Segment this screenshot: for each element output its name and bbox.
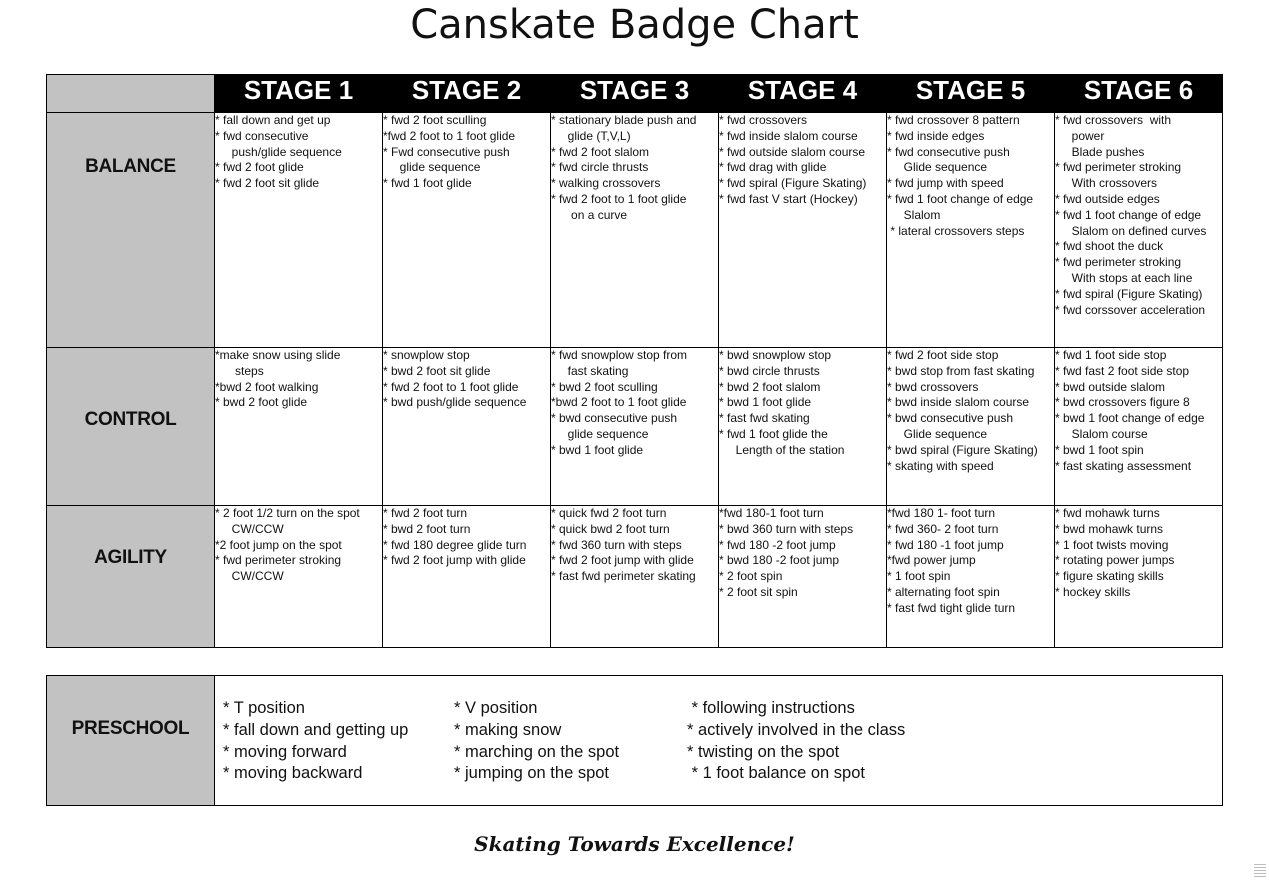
skill-item: * fwd outside edges [1055, 191, 1160, 206]
skill-item: * fast fwd skating [719, 411, 810, 426]
skill-item: * fwd 1 foot side stop [1055, 348, 1167, 362]
preschool-item: * V position [454, 699, 538, 717]
skill-item: * bwd 1 foot glide [719, 395, 812, 410]
skill-item: * fwd 2 foot glide [215, 160, 304, 175]
preschool-item: * making snow [454, 720, 562, 739]
skill-item: * fwd 2 foot slalom [551, 144, 650, 159]
skill-item: * fwd outside slalom course [719, 144, 866, 159]
skill-item: * fwd crossovers with power Blade pushes [1055, 113, 1172, 159]
skill-item: * fwd perimeter stroking With crossovers [1055, 160, 1182, 191]
skill-item: * bwd snowplow stop [719, 348, 832, 362]
stage-2-header: STAGE 2 [383, 75, 551, 113]
balance-label: BALANCE [85, 156, 176, 177]
skill-cell [887, 113, 1055, 348]
motto-tagline: Skating Towards Excellence! [474, 832, 795, 856]
skill-item: * fwd 1 foot change of edge Slalom on defined curves [1055, 207, 1207, 238]
preschool-box [46, 675, 1223, 806]
skill-item: * fwd fast 2 foot side stop [1055, 363, 1190, 378]
preschool-column [223, 698, 408, 785]
preschool-item: * marching on the spot [454, 742, 620, 761]
stage-6-header: STAGE 6 [1055, 75, 1223, 113]
skill-item: *make snow using slide steps [215, 348, 341, 378]
control-row-header [47, 348, 215, 506]
skill-item: * bwd mohawk turns [1055, 521, 1164, 536]
skill-item: * quick bwd 2 foot turn [551, 521, 670, 536]
page-title: Canskate Badge Chart [410, 2, 859, 48]
skill-item: * bwd inside slalom course [887, 395, 1030, 410]
skill-item: * fwd consecutive push Glide sequence [887, 144, 1010, 175]
skill-item: * fwd 360 turn with steps [551, 537, 682, 552]
balance-row [47, 113, 1223, 348]
skill-item: * fwd 180 -1 foot jump [887, 537, 1004, 552]
skill-item: * fwd fast V start (Hockey) [719, 191, 858, 206]
skill-item: * bwd 2 foot glide [215, 395, 308, 410]
preschool-item: * actively involved in the class [687, 720, 906, 739]
skill-item: * bwd push/glide sequence [383, 395, 527, 410]
skill-item: * fwd consecutive push/glide sequence [215, 128, 342, 159]
balance-row-header [47, 113, 215, 348]
skill-item: * skating with speed [887, 458, 994, 473]
skill-item: *fwd power jump [887, 553, 976, 568]
skill-item: * lateral crossovers steps [887, 223, 1025, 238]
skill-item: * fwd 180 -2 foot jump [719, 537, 836, 552]
skill-item: *fwd 180-1 foot turn [719, 506, 824, 520]
skill-item: * fwd 2 foot side stop [887, 348, 999, 362]
skill-cell [1055, 348, 1223, 506]
skill-item: * fwd 1 foot change of edge Slalom [887, 191, 1034, 222]
skill-cell [215, 348, 383, 506]
preschool-label: PRESCHOOL [71, 718, 190, 739]
preschool-item: * jumping on the spot [454, 764, 610, 783]
skill-item: * snowplow stop [383, 348, 470, 362]
skill-item: * walking crossovers [551, 176, 661, 191]
preschool-item: * moving forward [223, 742, 347, 761]
skill-item: * fwd spiral (Figure Skating) [1055, 286, 1203, 301]
stage-4-header: STAGE 4 [719, 75, 887, 113]
skill-item: * quick fwd 2 foot turn [551, 506, 667, 520]
skill-item: * fwd inside edges [887, 128, 985, 143]
skill-item: *bwd 2 foot to 1 foot glide [551, 395, 687, 410]
skill-cell [719, 113, 887, 348]
skill-cell [215, 113, 383, 348]
preschool-item: * 1 foot balance on spot [687, 764, 865, 783]
skill-item: * fwd 360- 2 foot turn [887, 521, 999, 536]
agility-label: AGILITY [94, 547, 167, 568]
skill-cell [551, 113, 719, 348]
skill-item: * 1 foot twists moving [1055, 537, 1169, 552]
skill-item: * fwd 2 foot jump with glide [383, 553, 526, 568]
skill-cell [1055, 113, 1223, 348]
skill-item: * fwd 180 degree glide turn [383, 537, 527, 552]
skill-item: * fwd jump with speed [887, 176, 1004, 191]
skill-cell [719, 348, 887, 506]
preschool-item: * moving backward [223, 764, 363, 783]
preschool-header [47, 676, 215, 805]
skill-item: * fwd snowplow stop from fast skating [551, 348, 688, 378]
skill-item: * bwd consecutive push glide sequence [551, 411, 678, 441]
skill-item: * fwd 2 foot turn [383, 506, 468, 520]
skill-item: * rotating power jumps [1055, 553, 1175, 568]
skill-item: * bwd circle thrusts [719, 363, 820, 378]
skill-item: * fwd 2 foot to 1 foot glide [383, 379, 519, 394]
skill-item: * fwd inside slalom course [719, 128, 858, 143]
preschool-item: * T position [223, 699, 305, 717]
skill-item: * bwd crossovers [887, 379, 979, 394]
skill-item: * fast fwd perimeter skating [551, 569, 696, 584]
agility-row-header [47, 506, 215, 648]
skill-item: * bwd 2 foot sculling [551, 379, 658, 394]
agility-row [47, 506, 1223, 648]
badge-chart-table [46, 74, 1223, 648]
resize-grip-icon[interactable] [1254, 864, 1266, 878]
skill-cell [383, 506, 551, 648]
skill-item: * 2 foot sit spin [719, 584, 798, 599]
skill-item: *fwd 180 1- foot turn [887, 506, 996, 520]
stage-3-header: STAGE 3 [551, 75, 719, 113]
skill-item: * fwd mohawk turns [1055, 506, 1160, 520]
skill-item: * bwd 1 foot spin [1055, 442, 1144, 457]
preschool-column [687, 698, 905, 785]
skill-item: * fwd 2 foot to 1 foot glide on a curve [551, 191, 687, 222]
skill-item: * bwd stop from fast skating [887, 363, 1035, 378]
skill-item: * fwd crossovers [719, 113, 808, 127]
skill-item: * fwd corssover acceleration [1055, 302, 1206, 317]
skill-cell [887, 348, 1055, 506]
skill-item: * fwd perimeter stroking With stops at each line [1055, 255, 1193, 285]
skill-item: * bwd 1 foot glide [551, 442, 644, 457]
control-label: CONTROL [84, 409, 177, 430]
skill-item: *2 foot jump on the spot [215, 537, 342, 552]
stage-5-header: STAGE 5 [887, 75, 1055, 113]
skill-item: * fwd drag with glide [719, 160, 827, 175]
skill-cell [383, 113, 551, 348]
skill-item: * fwd 2 foot sculling [383, 113, 487, 127]
skill-cell [719, 506, 887, 648]
skill-item: * bwd 2 foot slalom [719, 379, 821, 394]
skill-item: * fwd 1 foot glide [383, 176, 472, 191]
control-row [47, 348, 1223, 506]
preschool-item: * fall down and getting up [223, 720, 409, 739]
skill-item: *fwd 2 foot to 1 foot glide [383, 128, 516, 143]
skill-item: * fast skating assessment [1055, 458, 1192, 473]
skill-item: *bwd 2 foot walking [215, 379, 319, 394]
skill-item: * 2 foot spin [719, 569, 783, 584]
skill-item: * fwd shoot the duck [1055, 239, 1164, 254]
skill-item: * bwd 1 foot change of edge Slalom course [1055, 411, 1205, 441]
skill-item: * bwd 180 -2 foot jump [719, 553, 840, 568]
skill-cell [887, 506, 1055, 648]
skill-cell [1055, 506, 1223, 648]
skill-item: * bwd 2 foot turn [383, 521, 471, 536]
skill-item: * 2 foot 1/2 turn on the spot CW/CCW [215, 506, 360, 536]
skill-item: * bwd outside slalom [1055, 379, 1166, 394]
skill-item: * alternating foot spin [887, 584, 1000, 599]
stage-1-header: STAGE 1 [215, 75, 383, 113]
skill-cell [383, 348, 551, 506]
skill-cell [551, 348, 719, 506]
skill-cell [215, 506, 383, 648]
skill-item: * bwd 2 foot sit glide [383, 363, 491, 378]
skill-item: * fwd circle thrusts [551, 160, 649, 175]
skill-item: * stationary blade push and glide (T,V,L) [551, 113, 697, 143]
skill-item: * fall down and get up [215, 113, 331, 127]
skill-item: * fwd 2 foot jump with glide [551, 553, 694, 568]
skill-item: * hockey skills [1055, 584, 1131, 599]
stage-header-row [47, 75, 1223, 113]
skill-item: * fwd crossover 8 pattern [887, 113, 1020, 127]
skill-item: * bwd crossovers figure 8 [1055, 395, 1190, 410]
skill-item: * fast fwd tight glide turn [887, 600, 1016, 615]
skill-cell [551, 506, 719, 648]
skill-item: * fwd 2 foot sit glide [215, 176, 320, 191]
skill-item: * bwd spiral (Figure Skating) [887, 442, 1038, 457]
preschool-item: * following instructions [687, 699, 855, 717]
skill-item: * fwd 1 foot glide the Length of the station [719, 426, 845, 457]
skill-item: * fwd perimeter stroking CW/CCW [215, 553, 342, 584]
skill-item: * 1 foot spin [887, 569, 951, 584]
skill-item: * bwd consecutive push Glide sequence [887, 411, 1014, 441]
skill-item: * figure skating skills [1055, 569, 1164, 584]
skill-item: * Fwd consecutive push glide sequence [383, 144, 510, 175]
header-corner-cell [47, 75, 215, 113]
preschool-column [454, 698, 619, 785]
skill-item: * bwd 360 turn with steps [719, 521, 854, 536]
skill-item: * fwd spiral (Figure Skating) [719, 176, 867, 191]
preschool-item: * twisting on the spot [687, 742, 840, 761]
